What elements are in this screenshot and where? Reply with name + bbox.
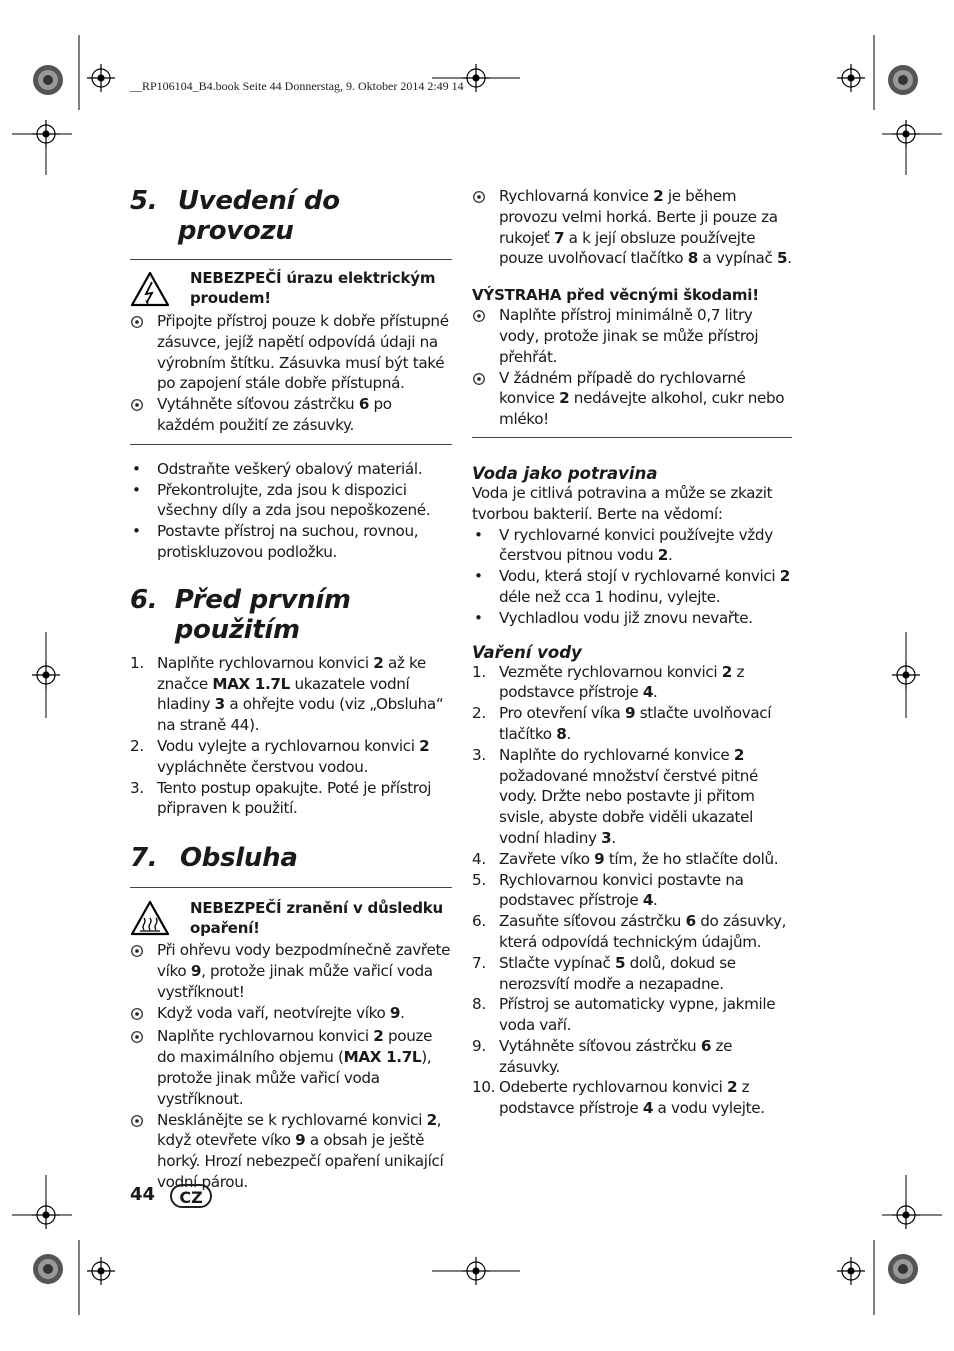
reference-number: 9	[295, 1131, 306, 1150]
warning-electric-title: NEBEZPEČÍ úrazu elektrickým proudem!	[190, 269, 436, 307]
section-6-number: 6.	[130, 584, 158, 615]
numbered-step	[472, 662, 792, 704]
step-text	[157, 778, 452, 820]
text-run: Nesklánějte se k rychlovarné konvici	[157, 1110, 427, 1129]
numbered-step	[130, 653, 452, 736]
circled-dot-icon	[130, 940, 157, 1002]
numbered-step	[472, 745, 792, 849]
text-run: je během provozu velmi horká. Berte ji pouze za rukojeť	[499, 187, 778, 247]
boiling-heading: Vaření vody	[472, 642, 582, 662]
list-item	[472, 525, 792, 567]
numbered-step	[130, 736, 452, 778]
bullet-icon: •	[474, 525, 483, 544]
text-run: Při ohřevu vody bezpodmínečně zavřete víko	[157, 941, 451, 980]
text-run: požadované množství čerstvé pitné vody. Držte nebo postavte ji přitom svisle, abyste dobře viděli ukazatel vodní hladiny	[499, 766, 759, 847]
text-run: .	[400, 1003, 405, 1022]
text-run: z podstavce přístroje	[499, 1078, 750, 1118]
text-run: po každém použití ze zásuvky.	[157, 395, 392, 434]
step-text	[499, 662, 792, 704]
list-item-text	[499, 305, 792, 367]
divider	[130, 444, 452, 445]
list-item-text	[499, 186, 792, 269]
first-use-steps	[130, 653, 452, 819]
list-item	[130, 521, 452, 563]
text-run: až ke značce	[157, 653, 426, 693]
divider	[130, 259, 452, 260]
reference-number: 6	[358, 395, 370, 414]
text-run: .	[611, 828, 616, 847]
text-run: V rychlovarné konvici používejte vždy čerstvou pitnou vodu	[499, 525, 773, 565]
list-item-text	[499, 608, 792, 629]
reference-number: 2	[733, 745, 745, 764]
text-run: vypláchněte čerstvou vodou.	[157, 757, 368, 776]
text-run: ze zásuvky.	[499, 1036, 733, 1076]
list-item-text	[157, 394, 452, 436]
circled-dot-icon	[472, 368, 499, 430]
text-run: a ohřejte vodu (viz „Obsluha“ na straně 44).	[157, 695, 444, 735]
text-run: nedávejte alkohol, cukr nebo mléko!	[499, 389, 785, 429]
list-item	[472, 608, 792, 629]
bullet-icon: •	[132, 459, 141, 478]
circled-dot-icon	[130, 1003, 157, 1027]
list-item	[130, 940, 452, 1002]
text-run: Naplňte rychlovarnou konvici	[157, 653, 374, 672]
text-run: tím, že ho stlačíte dolů.	[604, 849, 779, 868]
step-number: 8.	[472, 995, 486, 1014]
warning-triangle-lightning-icon	[130, 268, 190, 311]
left-column	[130, 186, 452, 1193]
step-number: 3.	[130, 778, 144, 797]
reference-number: MAX 1.7L	[212, 674, 290, 693]
list-item-text: Překontrolujte, zda jsou k dispozici všechny díly a zda jsou nepoškozené.	[157, 480, 431, 520]
text-run: z podstavce přístroje	[499, 662, 745, 702]
step-text	[499, 994, 792, 1036]
step-text	[499, 703, 792, 745]
reference-number: 2	[726, 1078, 738, 1097]
reference-number: 3	[214, 695, 225, 714]
text-run: do zásuvky, která odpovídá technickým údajům.	[499, 912, 787, 951]
language-badge: CZ	[170, 1184, 212, 1208]
reference-number: 7	[553, 228, 565, 247]
text-run: a obsah je ještě horký. Hrozí nebezpečí opaření unikající vodní párou.	[157, 1131, 444, 1191]
reference-number: 9	[389, 1003, 401, 1022]
step-text	[157, 736, 452, 778]
hot-kettle-warning-items	[472, 186, 792, 269]
food-water-heading: Voda jako potravina	[472, 463, 658, 483]
section-7-number: 7.	[130, 843, 158, 874]
text-run: Vodu vylejte a rychlovarnou konvici	[157, 736, 420, 755]
text-run: Tento postup opakujte. Poté je přístroj připraven k použití.	[157, 778, 432, 818]
text-run: Naplňte přístroj minimálně 0,7 litry vody, protože jinak se může přístroj přehřát.	[499, 306, 759, 366]
numbered-step	[472, 849, 792, 870]
reference-number: 2	[426, 1110, 437, 1129]
text-run: déle než cca 1 hodinu, vylejte.	[499, 587, 721, 606]
circled-dot-icon	[130, 311, 157, 394]
caution-items	[472, 305, 792, 430]
reference-number: MAX 1.7L	[343, 1048, 422, 1067]
text-run: a vypínač	[697, 249, 777, 268]
section-5-heading: Uvedení do provozu	[177, 186, 340, 246]
reference-number: 4	[642, 891, 654, 910]
text-run: , protože jinak může vařicí voda vystříknout!	[157, 961, 433, 1001]
section-6-title	[130, 585, 452, 645]
reference-number: 2	[559, 389, 570, 408]
warning-hot-title: NEBEZPEČÍ zranění v důsledku opaření!	[190, 899, 444, 938]
text-run: Vychladlou vodu již znovu nevařte.	[499, 608, 753, 627]
warning-hot-items	[130, 940, 452, 1193]
numbered-step	[472, 953, 792, 995]
step-number: 7.	[472, 953, 486, 972]
step-number: 3.	[472, 745, 486, 764]
reference-number: 2	[657, 546, 668, 565]
step-number: 2.	[472, 704, 486, 723]
warning-hot	[130, 898, 452, 940]
reference-number: 8	[556, 724, 567, 743]
section-7-heading: Obsluha	[180, 843, 298, 874]
text-run: Stlačte vypínač	[499, 953, 615, 972]
reference-number: 2	[721, 662, 732, 681]
text-run: Odeberte rychlovarnou konvici	[499, 1078, 727, 1097]
bullet-icon: •	[474, 608, 483, 627]
reference-number: 6	[685, 912, 696, 931]
reference-number: 6	[700, 1036, 712, 1055]
list-item	[130, 480, 452, 522]
reference-number: 2	[419, 736, 430, 755]
text-run: a k její obsluze používejte pouze uvolňovací tlačítko	[499, 228, 756, 268]
section-5-number: 5.	[130, 186, 158, 216]
reference-number: 5	[614, 953, 626, 972]
bullet-icon: •	[474, 567, 483, 586]
step-text	[499, 1077, 792, 1119]
section-7-title	[130, 843, 452, 873]
bullet-icon: •	[132, 522, 141, 541]
list-item-text	[499, 368, 792, 430]
text-run: .	[667, 546, 673, 565]
food-water-bullets	[472, 525, 792, 629]
list-item-text	[157, 1003, 452, 1027]
warning-triangle-steam-icon	[130, 898, 190, 940]
text-run: ukazatele vodní hladiny	[157, 674, 410, 714]
text-run: Vytáhněte síťovou zástrčku	[157, 395, 359, 414]
text-run: a vodu vylejte.	[653, 1099, 765, 1118]
circled-dot-icon	[130, 1026, 157, 1109]
text-run: stlačte uvolňovací tlačítko	[499, 704, 772, 743]
text-run: , když otevřete víko	[157, 1110, 442, 1150]
list-item	[130, 394, 452, 436]
warning-electric-items	[130, 311, 452, 436]
list-item	[472, 368, 792, 430]
reference-number: 2	[373, 1027, 384, 1046]
text-run: .	[653, 683, 658, 702]
page-number: 44	[130, 1184, 156, 1205]
list-item	[130, 1026, 452, 1109]
list-item	[130, 459, 452, 480]
file-header-line: __RP106104_B4.book Seite 44 Donnerstag, 9. Oktober 2014 2:49 14	[130, 79, 464, 93]
numbered-step	[472, 703, 792, 745]
list-item	[472, 305, 792, 367]
preparation-bullet-list	[130, 459, 452, 563]
step-number: 2.	[130, 736, 144, 755]
list-item	[472, 566, 792, 608]
reference-number: 8	[687, 249, 698, 268]
divider	[472, 437, 792, 438]
text-run: Vezměte rychlovarnou konvici	[499, 662, 722, 681]
text-run: Naplňte do rychlovarné konvice	[499, 745, 734, 764]
reference-number: 2	[373, 653, 384, 672]
numbered-step	[472, 994, 792, 1036]
reference-number: 5	[777, 249, 788, 268]
text-run: Připojte přístroj pouze k dobře přístupné zásuvce, jejíž napětí odpovídá údaji na výrobním štítku. Zásuvka musí být také po zapojení stále dobře přístupná.	[157, 312, 449, 393]
circled-dot-icon	[472, 305, 499, 367]
text-run: pouze do maximálního objemu (	[157, 1027, 433, 1067]
step-text	[499, 911, 792, 953]
text-run: Rychlovarnou konvici postavte na podstavec přístroje	[499, 870, 744, 910]
step-text	[499, 870, 792, 912]
food-water-intro: Voda je citlivá potravina a může se zkazit tvorbou bakterií. Berte na vědomí:	[472, 483, 773, 523]
step-number: 10.	[472, 1078, 496, 1097]
text-run: ), protože jinak může vařicí voda vystříknout.	[157, 1048, 432, 1108]
numbered-step	[130, 778, 452, 820]
reference-number: 3	[601, 828, 612, 847]
reference-number: 9	[625, 704, 636, 723]
text-run: V žádném případě do rychlovarné konvice	[499, 368, 746, 408]
step-number: 1.	[130, 653, 144, 672]
right-column	[472, 186, 792, 1119]
text-run: Vytáhněte síťovou zástrčku	[499, 1036, 701, 1055]
text-run: .	[787, 249, 792, 268]
circled-dot-icon	[472, 186, 499, 269]
section-6-heading: Před prvním použitím	[174, 584, 351, 645]
step-text	[157, 653, 452, 736]
text-run: Vodu, která stojí v rychlovarné konvici	[499, 567, 780, 586]
text-run: Rychlovarná konvice	[499, 187, 654, 205]
list-item	[130, 311, 452, 394]
text-run: Zavřete víko	[499, 849, 595, 868]
reference-number: 9	[190, 961, 202, 980]
step-number: 1.	[472, 662, 486, 681]
list-item-text	[157, 311, 452, 394]
text-run: Naplňte rychlovarnou konvici	[157, 1027, 374, 1046]
caution-title: VÝSTRAHA před věcnými škodami!	[472, 286, 759, 305]
step-number: 9.	[472, 1036, 486, 1055]
circled-dot-icon	[130, 394, 157, 436]
list-item-text	[499, 525, 792, 567]
step-text	[499, 953, 792, 995]
section-5-title	[130, 186, 452, 246]
list-item	[130, 1003, 452, 1027]
reference-number: 2	[779, 567, 790, 586]
list-item-text: Postavte přístroj na suchou, rovnou, protiskluzovou podložku.	[157, 522, 419, 561]
step-text	[499, 849, 792, 870]
list-item	[130, 1110, 452, 1193]
numbered-step	[472, 1077, 792, 1119]
reference-number: 4	[642, 683, 654, 702]
list-item-text	[157, 940, 452, 1002]
list-item	[472, 186, 792, 269]
bullet-icon: •	[132, 480, 141, 499]
text-run: .	[653, 891, 658, 910]
circled-dot-icon	[130, 1110, 157, 1193]
boiling-steps	[472, 662, 792, 1120]
list-item-text	[157, 1110, 452, 1193]
step-text	[499, 745, 792, 849]
step-number: 6.	[472, 912, 486, 931]
text-run: Přístroj se automaticky vypne, jakmile voda vaří.	[499, 995, 776, 1035]
text-run: Pro otevření víka	[499, 704, 625, 723]
text-run: .	[566, 724, 571, 743]
text-run: Když voda vaří, neotvírejte víko	[157, 1003, 390, 1022]
list-item-text	[499, 566, 792, 608]
step-number: 4.	[472, 849, 486, 868]
numbered-step	[472, 870, 792, 912]
step-text	[499, 1036, 792, 1078]
reference-number: 9	[594, 849, 605, 868]
divider	[130, 887, 452, 888]
reference-number: 2	[653, 187, 664, 205]
text-run: dolů, dokud se nerozsvítí modře a nezapadne.	[499, 953, 736, 993]
step-number: 5.	[472, 870, 486, 889]
numbered-step	[472, 1036, 792, 1078]
reference-number: 4	[642, 1099, 654, 1118]
numbered-step	[472, 911, 792, 953]
list-item-text	[157, 1026, 452, 1109]
list-item-text: Odstraňte veškerý obalový materiál.	[157, 459, 423, 478]
warning-electric	[130, 268, 452, 311]
text-run: Zasuňte síťovou zástrčku	[499, 912, 686, 931]
